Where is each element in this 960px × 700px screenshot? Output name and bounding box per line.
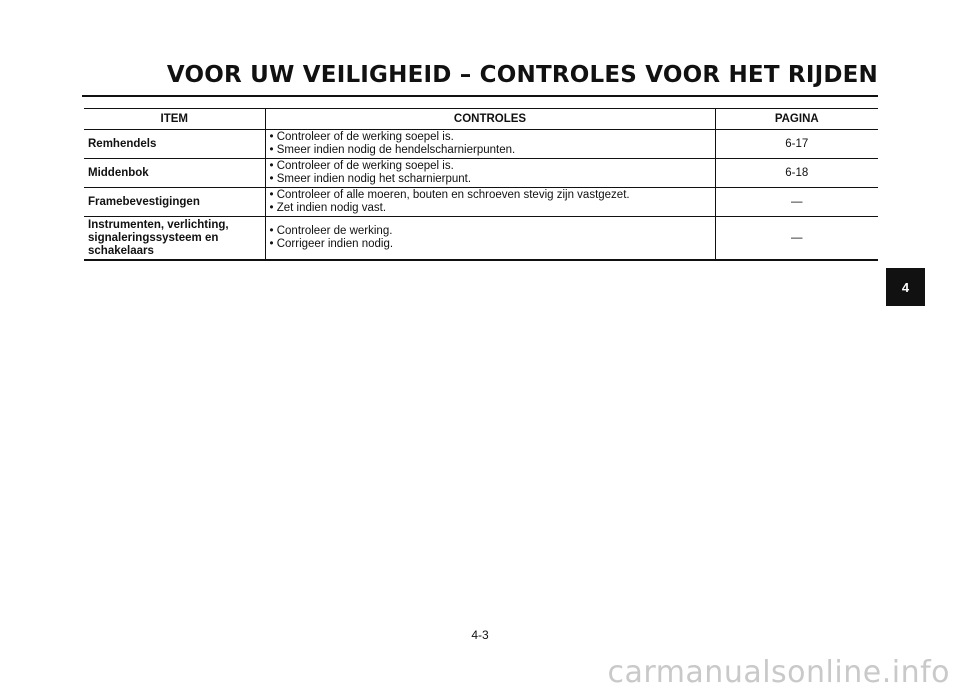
column-header-controls: CONTROLES: [265, 109, 715, 130]
column-header-item: ITEM: [84, 109, 265, 130]
controls-cell: [265, 130, 715, 159]
table-row: [84, 217, 878, 261]
check-line: • Zet indien nodig vast.: [269, 202, 387, 214]
page-cell: —: [715, 217, 878, 261]
item-cell: Framebevestigingen: [84, 188, 265, 217]
check-line: • Controleer of de werking soepel is.: [269, 160, 454, 172]
page-number: 4-3: [471, 628, 489, 642]
page-cell: 6-18: [715, 159, 878, 188]
item-cell: Remhendels: [84, 130, 265, 159]
page-cell: 6-17: [715, 130, 878, 159]
item-cell: [84, 217, 265, 261]
table-row: [84, 130, 878, 159]
watermark: carmanualsonline.info: [607, 655, 950, 690]
controls-table: [84, 108, 878, 261]
item-cell: Middenbok: [84, 159, 265, 188]
column-header-page: PAGINA: [715, 109, 878, 130]
title-divider: [82, 95, 878, 97]
chapter-tab: 4: [886, 268, 925, 306]
check-line: • Corrigeer indien nodig.: [269, 238, 394, 250]
item-line: schakelaars: [88, 244, 154, 257]
check-line: • Controleer de werking.: [269, 225, 393, 237]
item-line: Instrumenten, verlichting,: [88, 218, 229, 231]
table-header-row: [84, 109, 878, 130]
page-cell: —: [715, 188, 878, 217]
check-line: • Controleer of de werking soepel is.: [269, 131, 454, 143]
check-line: • Smeer indien nodig het scharnierpunt.: [269, 173, 472, 185]
controls-cell: [265, 159, 715, 188]
table-row: [84, 159, 878, 188]
table-row: [84, 188, 878, 217]
controls-cell: [265, 217, 715, 261]
check-line: • Smeer indien nodig de hendelscharnierpunten.: [269, 144, 516, 156]
item-line: signaleringssysteem en: [88, 231, 219, 244]
controls-cell: [265, 188, 715, 217]
check-line: • Controleer of alle moeren, bouten en schroeven stevig zijn vastgezet.: [269, 189, 630, 201]
page-title: VOOR UW VEILIGHEID – CONTROLES VOOR HET RIJDEN: [166, 62, 878, 88]
